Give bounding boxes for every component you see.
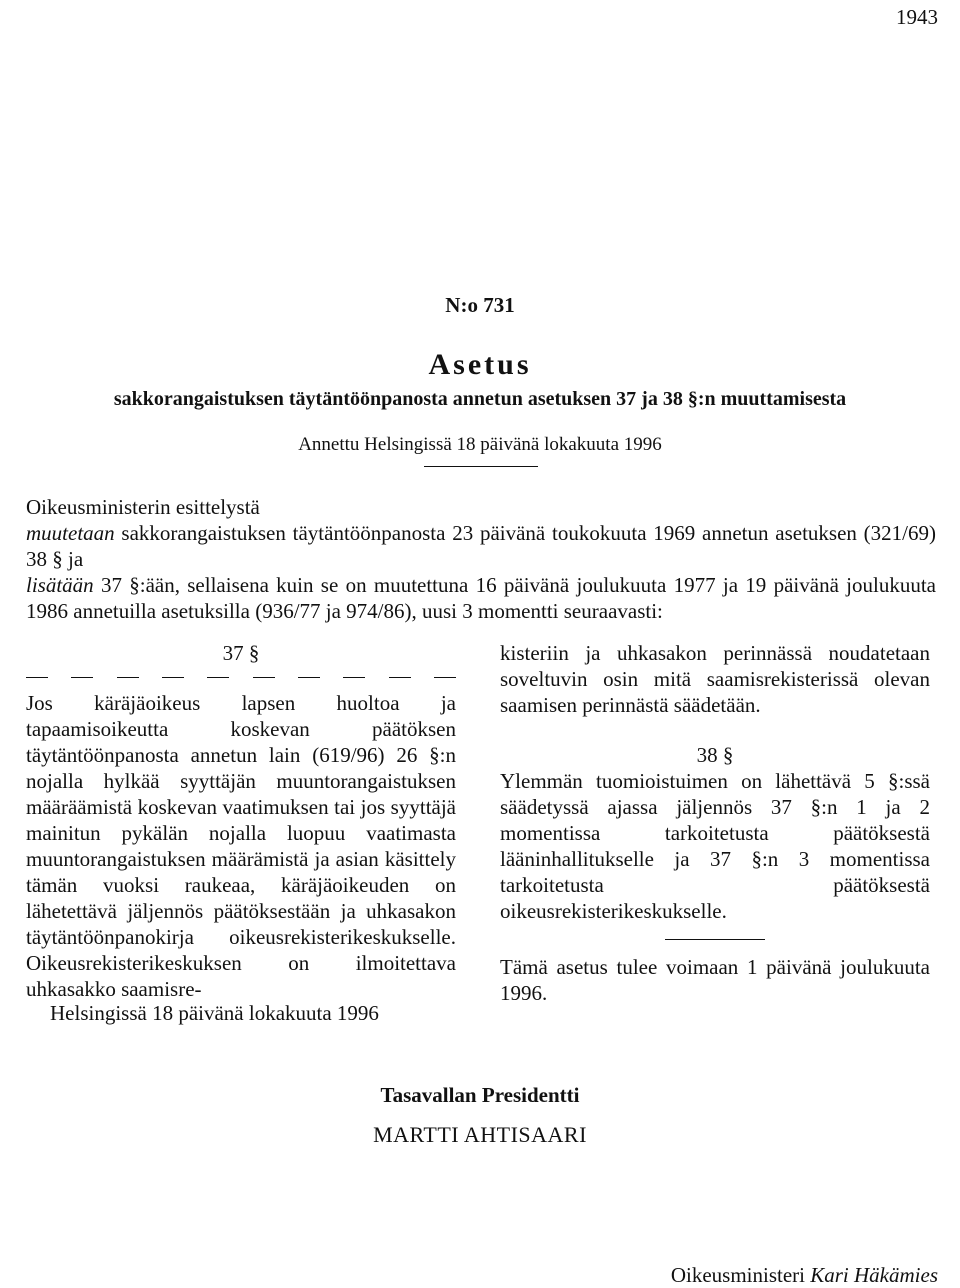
given-date: Annettu Helsingissä 18 päivänä lokakuuta 1996: [298, 434, 662, 455]
president-name: MARTTI AHTISAARI: [373, 1122, 587, 1147]
page-number: 1943: [896, 5, 938, 29]
dash: [71, 677, 93, 678]
minister-signature: [671, 1262, 938, 1288]
section-37-text: Jos käräjäoikeus lapsen huoltoa ja tapaamisoikeutta koskevan päätöksen täytäntöönpanosta annetun lain (619/96) 26 §:n nojalla hylkää syyttäjän muuntorangaistuksen määräämistä koskevan vaatimuksen tai jos syyttäjä mainitun pykälän nojalla luopuu vaatimasta muuntorangaistuksen määrämistä ja asian käsittely tämän vuoksi raukeaa, käräjäoikeuden on lähetettävä jäljennös päätöksestään ja uhkasakon täytäntöönpanokirja oikeusrekisterikeskukselle. Oikeusrekisterikeskuksen on ilmoitettava uhkasakko saamisre-: [26, 691, 456, 1001]
amendment-clause: [26, 520, 936, 572]
presenter-line: Oikeusministerin esittelystä: [26, 495, 260, 519]
title-divider: [424, 466, 538, 467]
dash: [207, 677, 229, 678]
add-text: 37 §:ään, sellaisena kuin se on muutettuna 16 päivänä joulukuuta 1977 ja 19 päivänä joulukuuta 1986 annetuilla asetuksilla (936/77 ja 974/86), uusi 3 momentti seuraavasti:: [26, 573, 936, 623]
section-37-continued: kisteriin ja uhkasakon perinnässä noudatetaan soveltuvin osin mitä saamisrekisterissä olevan saamisen perinnästä säädetään.: [500, 641, 930, 717]
omission-dashes: [26, 666, 456, 690]
decree-title: Asetus: [428, 348, 532, 381]
addition-clause: [26, 572, 936, 624]
section-37-heading: 37 §: [222, 641, 260, 665]
section-divider: [665, 939, 765, 940]
left-column: [26, 640, 456, 1002]
minister-role: Oikeusministeri: [670, 1263, 805, 1287]
president-title: Tasavallan Presidentti: [380, 1083, 580, 1107]
amend-word: muutetaan: [26, 521, 115, 545]
minister-name: Kari Häkämies: [810, 1263, 938, 1287]
dash: [298, 677, 320, 678]
dash: [253, 677, 275, 678]
place-date: Helsingissä 18 päivänä lokakuuta 1996: [50, 1001, 379, 1025]
intro-paragraph: [26, 494, 936, 624]
decree-subtitle: sakkorangaistuksen täytäntöönpanosta annetun asetuksen 37 ja 38 §:n muuttamisesta: [113, 388, 847, 410]
decree-number: N:o 731: [445, 293, 515, 317]
dash: [162, 677, 184, 678]
dash: [117, 677, 139, 678]
dash: [343, 677, 365, 678]
add-word: lisätään: [26, 573, 94, 597]
dash: [389, 677, 411, 678]
section-38-heading: 38 §: [696, 743, 734, 767]
dash: [434, 677, 456, 678]
section-38-text: Ylemmän tuomioistuimen on lähettävä 5 §:ssä säädetyssä ajassa jäljennös 37 §:n 1 ja 2 momentissa tarkoitetusta päätöksestä lääninhallitukselle ja 37 §:n 3 momentissa tarkoitetusta päätöksestä oikeusrekisterikeskukselle.: [500, 769, 930, 923]
dash: [26, 677, 48, 678]
amend-text: sakkorangaistuksen täytäntöönpanosta 23 päivänä toukokuuta 1969 annetun asetuksen (321/69) 38 § ja: [26, 521, 936, 571]
right-column: [500, 640, 930, 1006]
entry-into-force: Tämä asetus tulee voimaan 1 päivänä joulukuuta 1996.: [500, 955, 930, 1005]
